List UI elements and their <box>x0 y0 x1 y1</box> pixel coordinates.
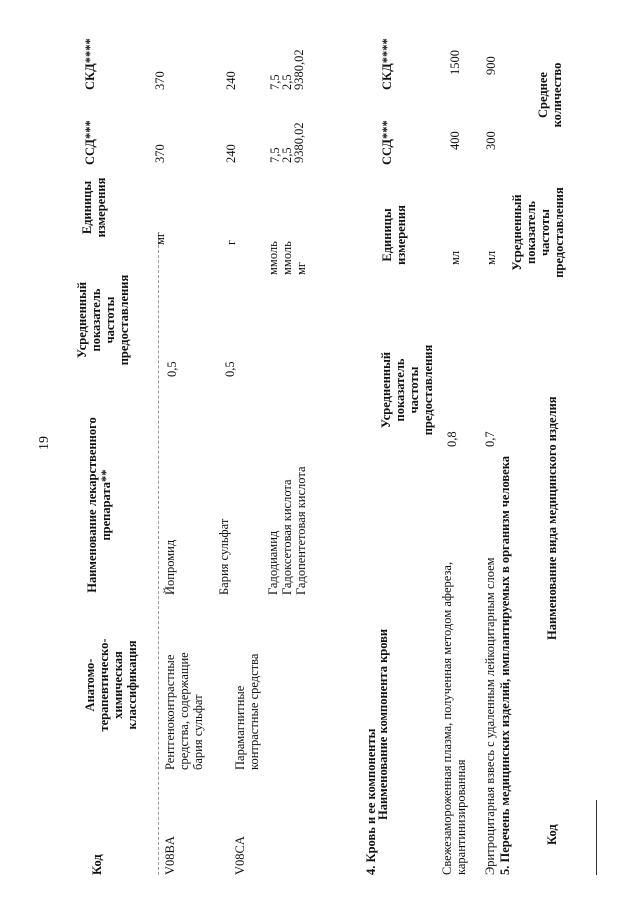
header-unit: Единицы измерения <box>80 177 108 238</box>
header-blood-freq: Усредненный показатель частоты предоставления <box>379 344 435 436</box>
blood-component-freq: 0,8 <box>445 431 459 447</box>
drug-unit: мг <box>153 231 167 245</box>
section-5-title: 5. Перечень медицинских изделий, имплантируемых в организм человека <box>498 456 512 875</box>
drug-unit: мг <box>294 261 308 275</box>
drug-skd: 370 <box>153 71 167 90</box>
page-number: 19 <box>37 436 52 450</box>
blood-component-unit: мл <box>484 250 498 265</box>
header-device-avg: Среднее количество <box>536 62 564 128</box>
header-device-name: Наименование вида медицинского изделия <box>545 396 559 640</box>
header-code: Код <box>90 854 104 875</box>
drug-name: Гадодиамид <box>266 530 280 595</box>
drug-name: Гадопентетовая кислота <box>294 466 308 595</box>
row-code: V08CA <box>233 836 247 875</box>
bottom-rule <box>596 800 597 875</box>
header-blood-skd: СКД**** <box>380 38 394 90</box>
drug-ssd: 7,5 <box>268 147 282 163</box>
header-device-freq: Усредненный показатель частоты предоставления <box>510 187 566 278</box>
drug-skd: 7,5 <box>268 74 282 90</box>
row-atc: Парамагнитные контрастные средства <box>233 653 261 770</box>
drug-ssd: 370 <box>153 144 167 163</box>
blood-component-name: Эритроцитарная взвесь с удаленным лейкоцитарным слоем <box>483 557 497 875</box>
drug-unit: ммоль <box>266 241 280 275</box>
header-device-code: Код <box>545 824 559 845</box>
drug-ssd: 240 <box>224 144 238 163</box>
row-freq: 0,5 <box>223 361 237 377</box>
drug-unit: ммоль <box>280 241 294 275</box>
row-code: V08BA <box>163 836 177 875</box>
blood-component-skd: 900 <box>484 56 498 75</box>
blood-component-ssd: 400 <box>448 131 462 150</box>
header-freq: Усредненный показатель частоты предоставления <box>75 274 131 366</box>
header-blood-unit: Единицы измерения <box>380 205 408 265</box>
drug-name: Гадоксетовая кислота <box>280 479 294 595</box>
drug-ssd: 2,5 <box>280 147 294 163</box>
drug-skd: 2,5 <box>280 74 294 90</box>
row-freq: 0,5 <box>165 361 179 377</box>
blood-component-freq: 0,7 <box>483 431 497 447</box>
blood-component-unit: мл <box>448 250 462 265</box>
header-drug: Наименование лекарственного препарата** <box>85 417 113 593</box>
drug-name: Йопромид <box>163 539 177 595</box>
header-skd: СКД**** <box>83 38 97 90</box>
header-ssd: ССД*** <box>83 120 97 165</box>
drug-skd: 9380,02 <box>292 49 306 90</box>
section-4-title: 4. Кровь и ее компоненты <box>364 728 378 875</box>
drug-skd: 240 <box>224 71 238 90</box>
drug-name: Бария сульфат <box>217 518 231 595</box>
header-blood-name: Наименование компонента крови <box>376 628 390 820</box>
header-atc: Анатомо- терапевтическо- химическая классификация <box>83 638 139 732</box>
blood-component-ssd: 300 <box>484 131 498 150</box>
drug-unit: г <box>224 239 238 245</box>
drug-ssd: 9380,02 <box>292 122 306 163</box>
blood-component-name: Свежезамороженная плазма, полученная методом афереза, карантинизированная <box>440 561 468 875</box>
blood-component-skd: 1500 <box>448 50 462 75</box>
row-atc: Рентгеноконтрастные средства, содержащие бария сульфат <box>163 652 205 770</box>
header-blood-ssd: ССД*** <box>380 120 394 165</box>
table-header-rule <box>158 235 159 875</box>
